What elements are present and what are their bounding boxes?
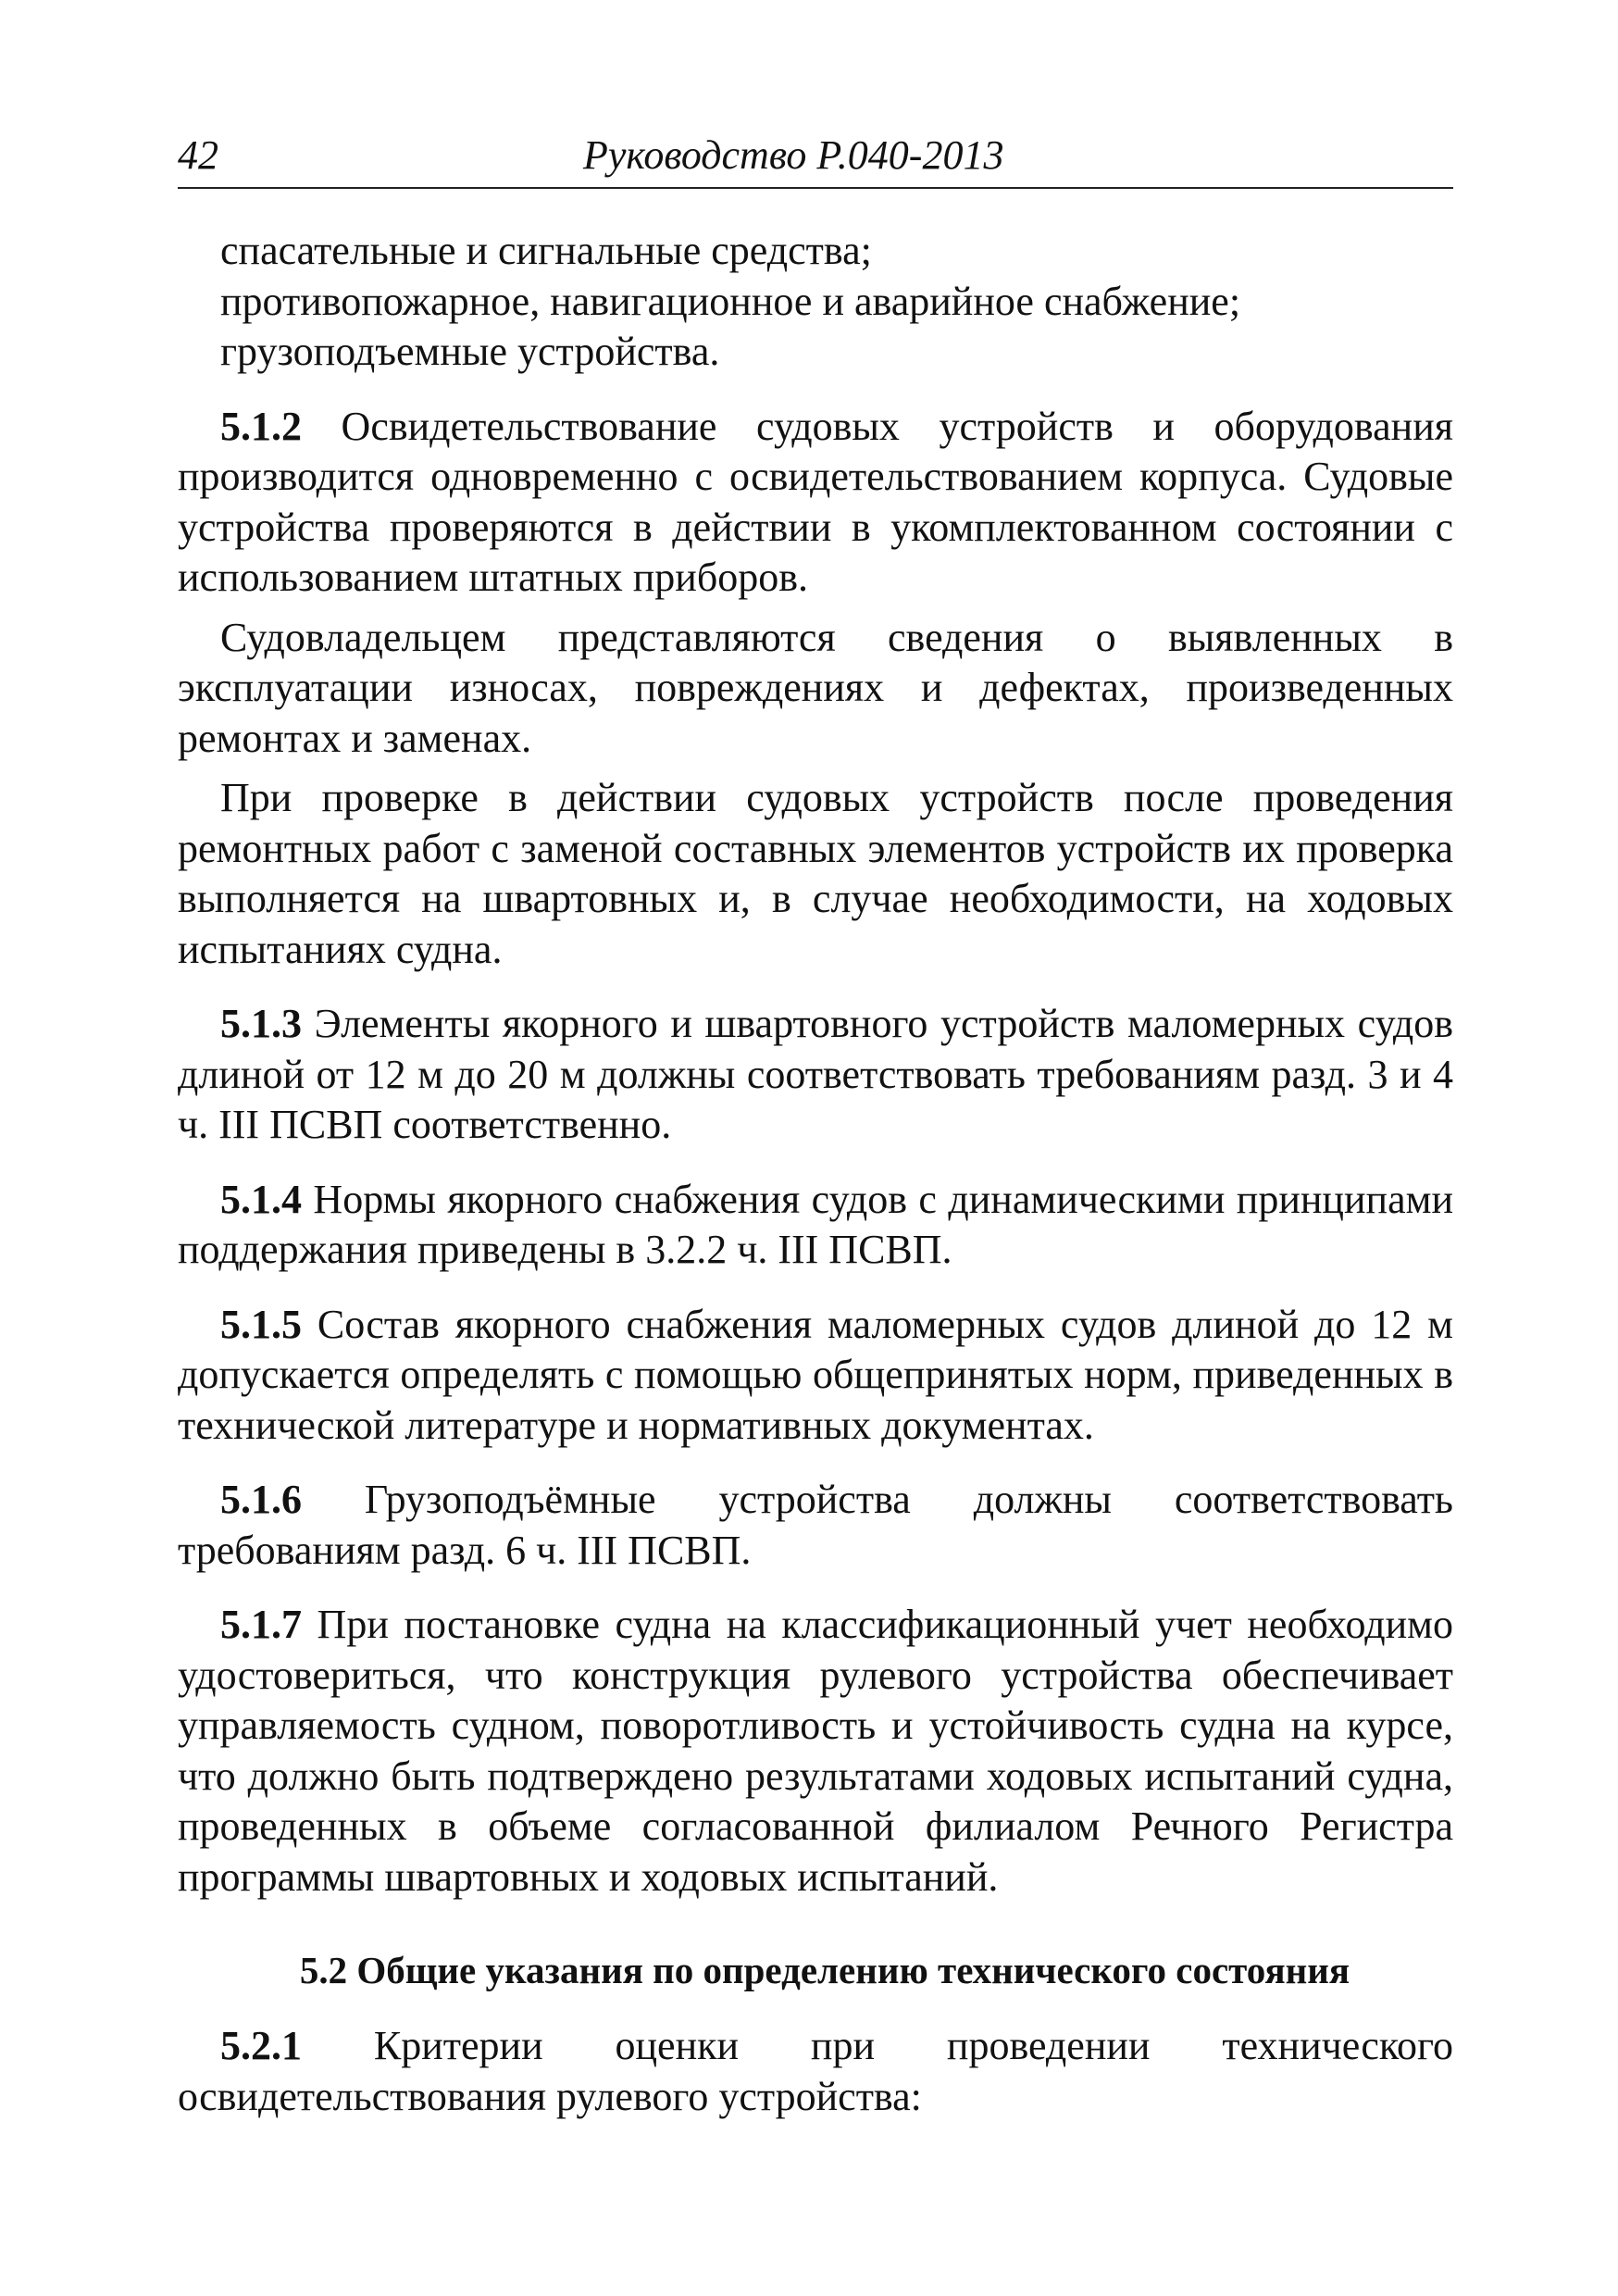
page-number: 42 [178,132,218,178]
section-number: 5.1.4 [220,1176,302,1222]
paragraph-text: Нормы якорного снабжения судов с динамическими принципами поддержания приведены в 3.2.2 ч. III ПСВП. [178,1176,1453,1272]
paragraph-text: Элементы якорного и швартовного устройств маломерных судов длиной от 12 м до 20 м должны соответствовать требованиям разд. 3 и 4 ч. III ПСВП соответственно. [178,1001,1453,1147]
section-number: 5.1.5 [220,1301,302,1347]
document-page [178,130,1453,2122]
paragraph-5-1-4 [178,1175,1453,1276]
page-body [178,226,1453,2122]
section-number: 5.1.2 [220,403,302,449]
paragraph-5-2-1 [178,2021,1453,2122]
list-item: грузоподъемные устройства. [220,329,720,374]
page-header [178,130,1453,189]
paragraph-text: Грузоподъёмные устройства должны соответствовать требованиям разд. 6 ч. III ПСВП. [178,1477,1453,1573]
paragraph-5-1-2-owner: Судовладельцем представляются сведения о выявленных в эксплуатации износах, повреждениях и дефектах, произведенных ремонтах и заменах. [178,614,1453,761]
list-item: спасательные и сигнальные средства; [220,228,872,273]
paragraph-5-1-2-repairs: При проверке в действии судовых устройств после проведения ремонтных работ с заменой составных элементов устройств их проверка выполняется на швартовных и, в случае необходимости, на ходовых испытаниях судна. [178,775,1453,972]
paragraph-text: Состав якорного снабжения маломерных судов длиной до 12 м допускается определять с помощью общепринятых норм, приведенных в технической литературе и нормативных документах. [178,1301,1453,1448]
section-heading-5-2: 5.2 Общие указания по определению технического состояния [299,1949,1350,1991]
paragraph-text: При постановке судна на классификационный учет необходимо удостовериться, что конструкция рулевого устройства обеспечивает управляемость судном, поворотливость и устойчивость судна на курсе, что должно быть подтверждено результатами ходовых испытаний судна, проведенных в объеме согласованной филиалом Речного Регистра программы швартовных и ходовых испытаний. [178,1602,1453,1900]
paragraph-text: Освидетельствование судовых устройств и оборудования производится одновременно с освидетельствованием корпуса. Судовые устройства проверяются в действии в укомплектованном состоянии с использованием штатных приборов. [178,403,1453,600]
section-number: 5.2.1 [220,2023,302,2068]
section-number: 5.1.6 [220,1477,302,1522]
list-item: противопожарное, навигационное и аварийное снабжение; [220,278,1241,324]
paragraph-5-1-6 [178,1475,1453,1576]
paragraph-text: Критерии оценки при проведении технического освидетельствования рулевого устройства: [178,2023,1453,2119]
paragraph-5-1-7 [178,1600,1453,1903]
section-number: 5.1.3 [220,1001,302,1046]
running-title: Руководство Р.040-2013 [583,132,1004,178]
paragraph-5-1-5 [178,1300,1453,1452]
section-number: 5.1.7 [220,1602,302,1647]
paragraph-5-1-2 [178,402,1453,604]
paragraph-5-1-3 [178,999,1453,1151]
